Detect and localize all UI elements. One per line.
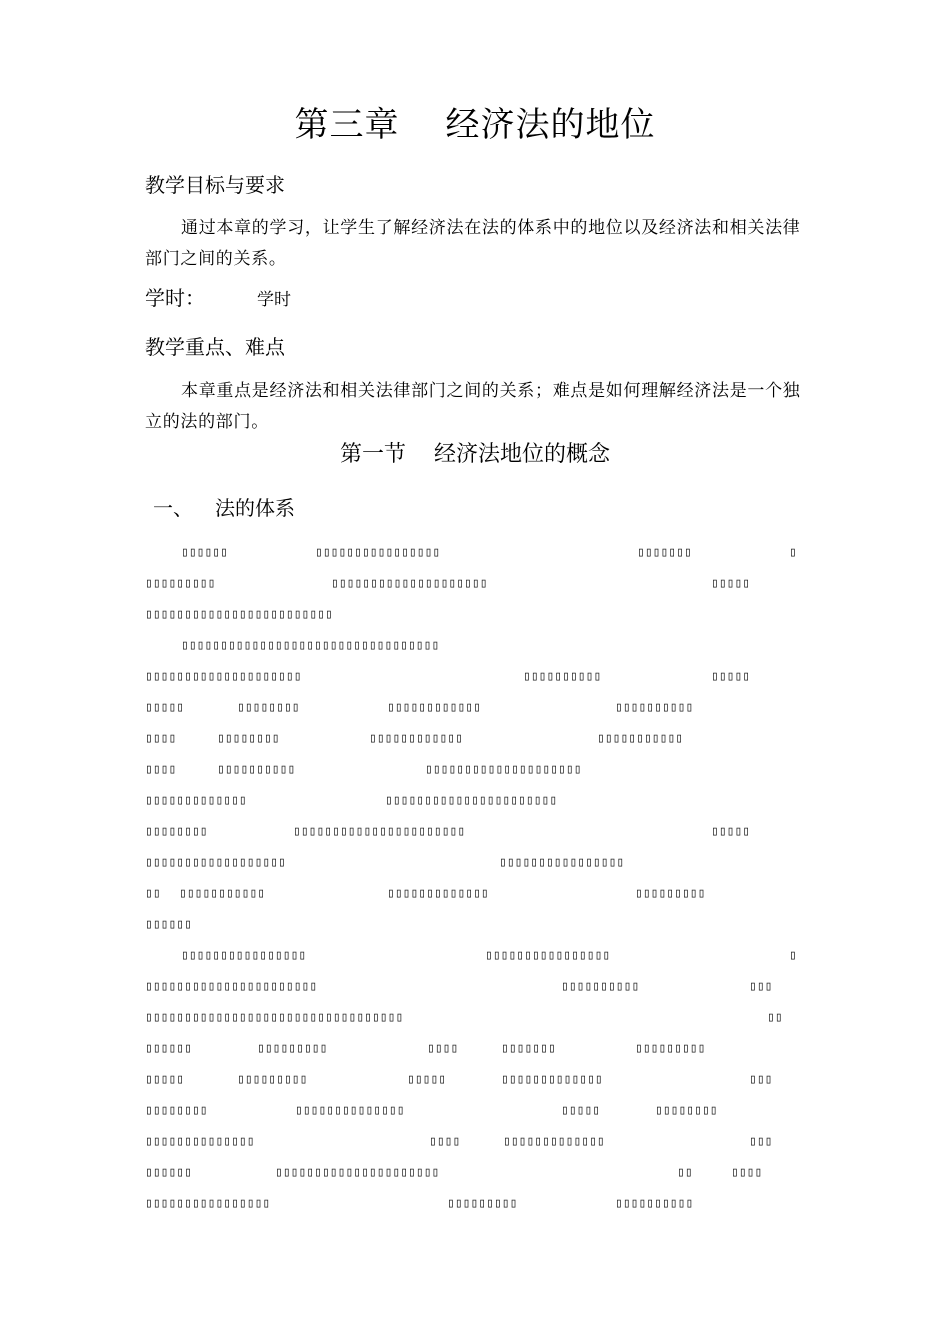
missing-glyph-run: ▯▯▯▯▯▯▯▯▯▯▯▯▯▯ [295, 1103, 405, 1118]
missing-glyph-run: ▯▯▯▯▯▯▯▯▯▯▯▯▯▯▯▯▯▯▯▯ [145, 669, 302, 684]
missing-glyph-run: ▯▯▯▯▯▯▯▯▯▯▯▯▯▯▯▯▯▯▯▯ [331, 576, 488, 591]
hours-row [145, 283, 291, 313]
missing-glyph-run: ▯▯▯▯▯▯▯▯▯▯▯▯▯ [145, 793, 247, 808]
missing-glyph-run: ▯▯▯▯▯▯▯▯ [145, 824, 208, 839]
missing-glyph-run: ▯▯▯▯▯▯▯▯▯▯ [561, 979, 640, 994]
missing-glyph-run: ▯▯▯▯▯▯▯▯▯▯▯▯▯▯▯▯▯▯▯▯▯▯ [385, 793, 558, 808]
missing-glyph-run: ▯▯ [767, 1010, 783, 1025]
missing-glyph-run: ▯ [789, 545, 797, 560]
missing-glyph-run: ▯▯▯▯▯▯▯▯▯▯▯▯▯▯▯▯▯▯▯▯ [425, 762, 582, 777]
missing-glyph-run: ▯▯▯▯▯▯▯▯▯▯▯ [179, 886, 266, 901]
missing-glyph-run: ▯▯▯▯▯▯ [145, 917, 192, 932]
keypoints-text: 本章重点是经济法和相关法律部门之间的关系；难点是如何理解经济法是一个独立的法的部门。 [145, 381, 801, 432]
missing-glyph-run: ▯▯▯▯▯▯▯▯▯▯▯▯▯▯▯▯ [485, 948, 611, 963]
section-name: 经济法地位的概念 [434, 442, 611, 467]
missing-glyph-run: ▯▯▯▯▯▯ [181, 545, 228, 560]
missing-glyph-run: ▯▯▯▯▯▯▯▯▯▯ [615, 1196, 694, 1211]
missing-glyph-run: ▯▯▯▯▯▯▯▯▯▯▯▯▯ [501, 1072, 603, 1087]
missing-glyph-run: ▯▯▯▯▯▯ [145, 1165, 192, 1180]
missing-glyph-run: ▯▯▯▯▯▯▯▯▯▯▯▯▯▯▯▯ [315, 545, 441, 560]
missing-glyph-run: ▯▯▯▯▯▯▯▯▯▯▯▯▯ [503, 1134, 605, 1149]
missing-glyph-run: ▯▯▯▯▯ [711, 824, 751, 839]
missing-glyph-run: ▯▯▯ [749, 979, 773, 994]
missing-glyph-run: ▯▯▯▯▯▯▯▯▯ [635, 1041, 706, 1056]
missing-glyph-run: ▯▯▯▯▯ [561, 1103, 601, 1118]
hours-value: 学时 [257, 290, 291, 310]
missing-glyph-run: ▯▯▯▯ [145, 762, 177, 777]
missing-glyph-run: ▯▯▯▯▯▯▯▯▯▯▯▯▯▯▯▯▯▯▯▯▯▯▯▯▯▯▯▯▯▯▯▯▯ [145, 1010, 404, 1025]
garbled-text-line [145, 723, 809, 754]
garbled-text-line [145, 1157, 809, 1188]
chapter-title [0, 100, 950, 150]
subsection-name: 法的体系 [215, 496, 295, 520]
missing-glyph-run: ▯ [789, 948, 797, 963]
missing-glyph-run: ▯▯▯▯▯▯▯▯▯▯▯▯▯▯ [145, 1134, 255, 1149]
garbled-text-line [145, 568, 809, 599]
subsection-title [153, 493, 295, 523]
missing-glyph-run: ▯▯▯▯▯▯▯▯▯▯▯▯▯ [387, 886, 489, 901]
missing-glyph-run: ▯▯▯▯▯▯▯▯▯▯ [523, 669, 602, 684]
missing-glyph-run: ▯▯▯▯▯▯▯▯▯▯▯▯▯▯▯▯▯▯▯▯▯▯ [145, 979, 318, 994]
hours-label: 学时： [145, 286, 205, 310]
garbled-text-line [145, 1002, 809, 1033]
garbled-text-line [145, 816, 809, 847]
missing-glyph-run: ▯▯▯▯▯▯▯▯▯▯▯▯▯▯▯▯ [181, 948, 307, 963]
garbled-text-line [145, 630, 809, 661]
missing-glyph-run: ▯▯▯▯▯▯▯▯▯▯ [615, 700, 694, 715]
missing-glyph-run: ▯▯▯▯▯▯▯▯▯ [635, 886, 706, 901]
missing-glyph-run: ▯▯▯▯▯▯▯▯▯▯ [217, 762, 296, 777]
garbled-text-line [145, 785, 809, 816]
missing-glyph-run: ▯▯▯▯▯▯▯▯▯▯▯ [597, 731, 684, 746]
missing-glyph-run: ▯▯▯▯▯▯▯▯▯▯▯▯ [387, 700, 481, 715]
garbled-text-line [145, 1033, 809, 1064]
objectives-heading: 教学目标与要求 [145, 173, 285, 197]
garbled-text-line [145, 847, 809, 878]
missing-glyph-run: ▯▯▯▯▯▯▯▯▯▯▯▯▯▯▯▯▯▯ [145, 855, 286, 870]
subsection-number: 一、 [153, 496, 193, 520]
missing-glyph-run: ▯▯▯▯▯▯▯▯▯▯▯▯▯▯▯▯ [145, 1196, 271, 1211]
garbled-text-line [145, 661, 809, 692]
garbled-text-line [145, 878, 809, 909]
missing-glyph-run: ▯▯▯▯▯▯▯▯▯ [257, 1041, 328, 1056]
garbled-text-line [145, 1188, 809, 1219]
missing-glyph-run: ▯▯ [145, 886, 161, 901]
missing-glyph-run: ▯▯▯▯▯▯▯▯▯▯▯▯▯▯▯▯▯▯▯▯▯▯▯▯▯▯▯▯▯▯▯▯▯ [181, 638, 440, 653]
missing-glyph-run: ▯▯▯▯▯▯▯▯▯ [447, 1196, 518, 1211]
missing-glyph-run: ▯▯▯▯▯▯▯▯▯ [237, 1072, 308, 1087]
garbled-text-line [145, 971, 809, 1002]
objectives-text: 通过本章的学习，让学生了解经济法在法的体系中的地位以及经济法和相关法律部门之间的关系。 [145, 218, 801, 269]
garbled-text-line [145, 599, 809, 630]
missing-glyph-run: ▯▯▯▯▯ [407, 1072, 447, 1087]
missing-glyph-run: ▯▯▯▯▯▯▯▯▯▯▯▯▯▯▯▯▯▯▯▯▯ [275, 1165, 440, 1180]
missing-glyph-run: ▯▯▯▯▯▯▯ [501, 1041, 556, 1056]
garbled-text-line [145, 1126, 809, 1157]
missing-glyph-run: ▯▯▯▯▯ [145, 1072, 185, 1087]
missing-glyph-run: ▯▯▯▯▯▯▯▯ [237, 700, 300, 715]
missing-glyph-run: ▯▯▯▯ [145, 731, 177, 746]
missing-glyph-run: ▯▯▯▯▯▯▯▯▯▯▯▯ [369, 731, 463, 746]
missing-glyph-run: ▯▯▯▯▯▯▯ [637, 545, 692, 560]
missing-glyph-run: ▯▯▯▯ [429, 1134, 461, 1149]
garbled-text-line [145, 940, 809, 971]
missing-glyph-run: ▯▯▯▯▯ [711, 669, 751, 684]
garbled-text-line [145, 754, 809, 785]
missing-glyph-run: ▯▯▯▯▯▯▯▯ [655, 1103, 718, 1118]
missing-glyph-run: ▯▯▯ [749, 1134, 773, 1149]
missing-glyph-run: ▯▯▯ [749, 1072, 773, 1087]
missing-glyph-run: ▯▯▯▯▯▯▯▯▯▯▯▯▯▯▯▯▯▯▯▯▯▯▯▯ [145, 607, 333, 622]
missing-glyph-run: ▯▯▯▯▯ [145, 700, 185, 715]
chapter-number: 第三章 [294, 105, 400, 145]
section-number: 第一节 [339, 442, 406, 467]
garbled-text-line [145, 1064, 809, 1095]
keypoints-heading: 教学重点、难点 [145, 335, 285, 359]
garbled-text-line [145, 1095, 809, 1126]
garbled-text-line [145, 909, 809, 940]
missing-glyph-run: ▯▯▯▯▯▯▯▯ [217, 731, 280, 746]
garbled-text-line [145, 537, 809, 568]
missing-glyph-run: ▯▯▯▯▯▯▯▯ [145, 1103, 208, 1118]
missing-glyph-run: ▯▯▯▯▯▯▯▯▯▯▯▯▯▯▯▯▯▯▯▯▯▯ [293, 824, 466, 839]
missing-glyph-run: ▯▯▯▯▯▯ [145, 1041, 192, 1056]
chapter-name: 经济法的地位 [445, 105, 656, 145]
missing-glyph-run: ▯▯▯▯▯ [711, 576, 751, 591]
missing-glyph-run: ▯▯▯▯ [731, 1165, 763, 1180]
garbled-text-line [145, 692, 809, 723]
missing-glyph-run: ▯▯ [677, 1165, 693, 1180]
missing-glyph-run: ▯▯▯▯▯▯▯▯▯▯▯▯▯▯▯▯ [499, 855, 625, 870]
missing-glyph-run: ▯▯▯▯▯▯▯▯▯ [145, 576, 216, 591]
missing-glyph-run: ▯▯▯▯ [427, 1041, 459, 1056]
section-title [0, 438, 950, 472]
